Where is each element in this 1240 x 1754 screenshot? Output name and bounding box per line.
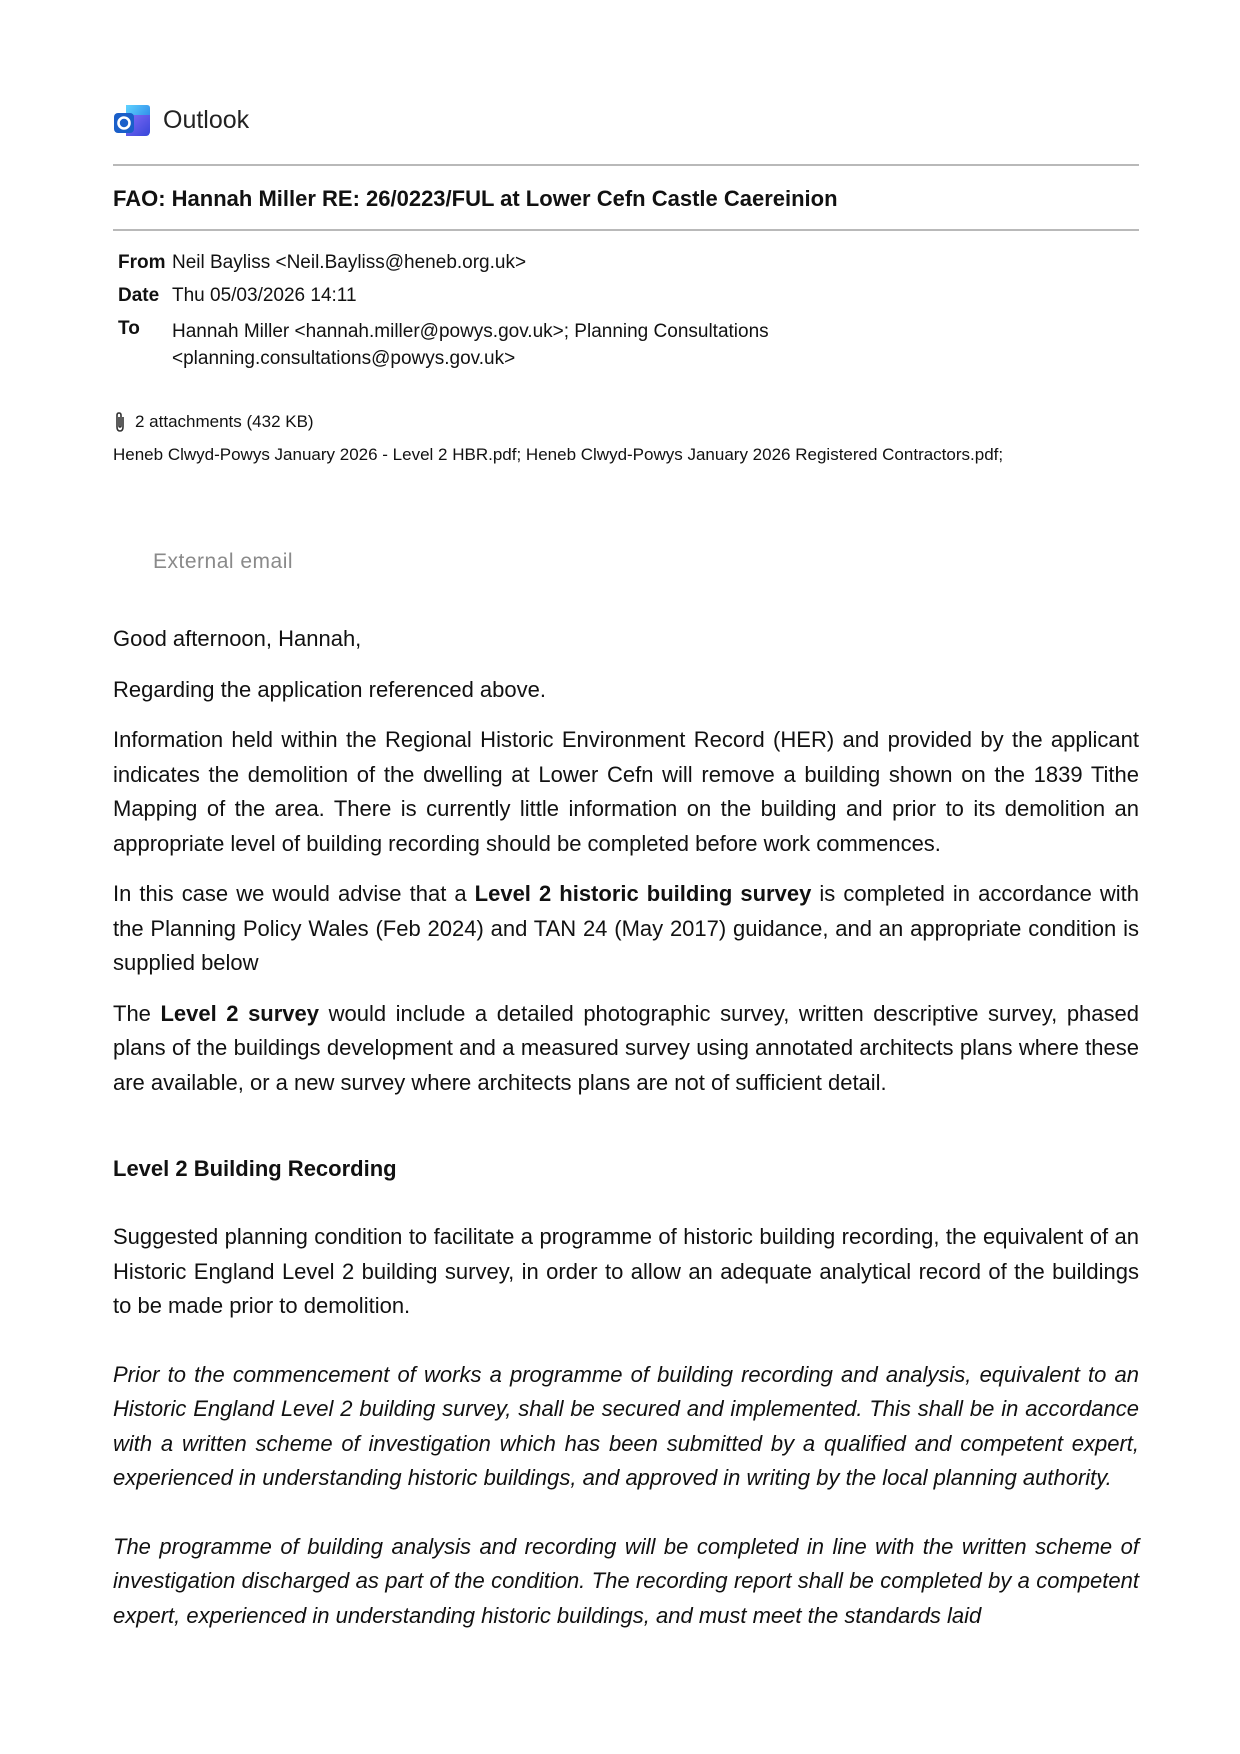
app-header: [113, 101, 249, 139]
condition-paragraph-2: The programme of building analysis and recording will be completed in line with the written scheme of investigation discharged as part of the condition. The recording report shall be completed by a competent expert, experienced in understanding historic buildings, and must meet the standards laid: [113, 1533, 1139, 1628]
to-row: [118, 318, 812, 372]
subject-divider: [113, 229, 1139, 231]
body-paragraph-5: Suggested planning condition to facilitate a programme of historic building recording, the equivalent of an Historic England Level 2 building survey, in order to allow an adequate analytical record of the buildings to be made prior to demolition.: [113, 1224, 1139, 1318]
p4-text-c: would include a detailed photographic survey, written descriptive survey, phased plans of the buildings development and a measured survey using annotated architects plans where these are available, or a new survey where architects plans are not of sufficient detail.: [113, 1000, 1139, 1095]
header-divider: [113, 164, 1139, 166]
body-paragraph-3: [113, 877, 1139, 981]
date-value: Thu 05/03/2026 14:11: [172, 285, 357, 306]
attachments-summary[interactable]: [113, 411, 314, 433]
body-paragraph-4: [113, 997, 1139, 1101]
from-label: From: [118, 252, 166, 273]
p4-text-a: The: [113, 1000, 161, 1026]
email-subject: FAO: Hannah Miller RE: 26/0223/FUL at Lower Cefn Castle Caereinion: [113, 186, 838, 211]
condition-paragraph-1: Prior to the commencement of works a programme of building recording and analysis, equivalent to an Historic England Level 2 building survey, shall be secured and implemented. This shall be in accordance with a written scheme of investigation which has been submitted by a qualified and competent expert, experienced in understanding historic buildings, and approved in writing by the local planning authority.: [113, 1361, 1139, 1490]
body-paragraph-2: Information held within the Regional Historic Environment Record (HER) and provided by the applicant indicates the demolition of the dwelling at Lower Cefn will remove a building shown on the 1839 Tithe Mapping of the area. There is currently little information on the building and prior to its demolition an appropriate level of building recording should be completed before work commences.: [113, 727, 1139, 856]
p3-text-c: is completed in accordance with the Planning Policy Wales (Feb 2024) and TAN 24 (May 2017) guidance, and an appropriate condition is supplied below: [113, 881, 1139, 975]
attachment-file-list[interactable]: Heneb Clwyd-Powys January 2026 - Level 2 HBR.pdf; Heneb Clwyd-Powys January 2026 Registered Contractors.pdf;: [113, 445, 1004, 464]
paperclip-icon: [113, 411, 127, 433]
email-meta: [118, 252, 812, 383]
greeting: Good afternoon, Hannah,: [113, 626, 362, 651]
attachments-summary-text: 2 attachments (432 KB): [135, 412, 314, 431]
section-heading: Level 2 Building Recording: [113, 1156, 397, 1181]
app-name: Outlook: [163, 105, 250, 134]
external-email-tag: External email: [153, 550, 294, 573]
from-value[interactable]: Neil Bayliss <Neil.Bayliss@heneb.org.uk>: [172, 252, 527, 273]
to-label: To: [118, 318, 140, 339]
date-label: Date: [118, 285, 160, 306]
outlook-logo-icon: [113, 101, 151, 139]
p3-text-a: In this case we would advise that a: [113, 881, 475, 906]
p4-bold: Level 2 survey: [160, 1000, 320, 1026]
date-row: [118, 285, 812, 307]
p3-bold: Level 2 historic building survey: [474, 881, 812, 906]
from-row: [118, 252, 812, 274]
body-paragraph-1: Regarding the application referenced above.: [113, 676, 546, 702]
email-body: [113, 622, 1139, 1649]
to-value[interactable]: Hannah Miller <hannah.miller@powys.gov.uk>; Planning Consultations <planning.consultations@powys.gov.uk>: [172, 321, 769, 369]
